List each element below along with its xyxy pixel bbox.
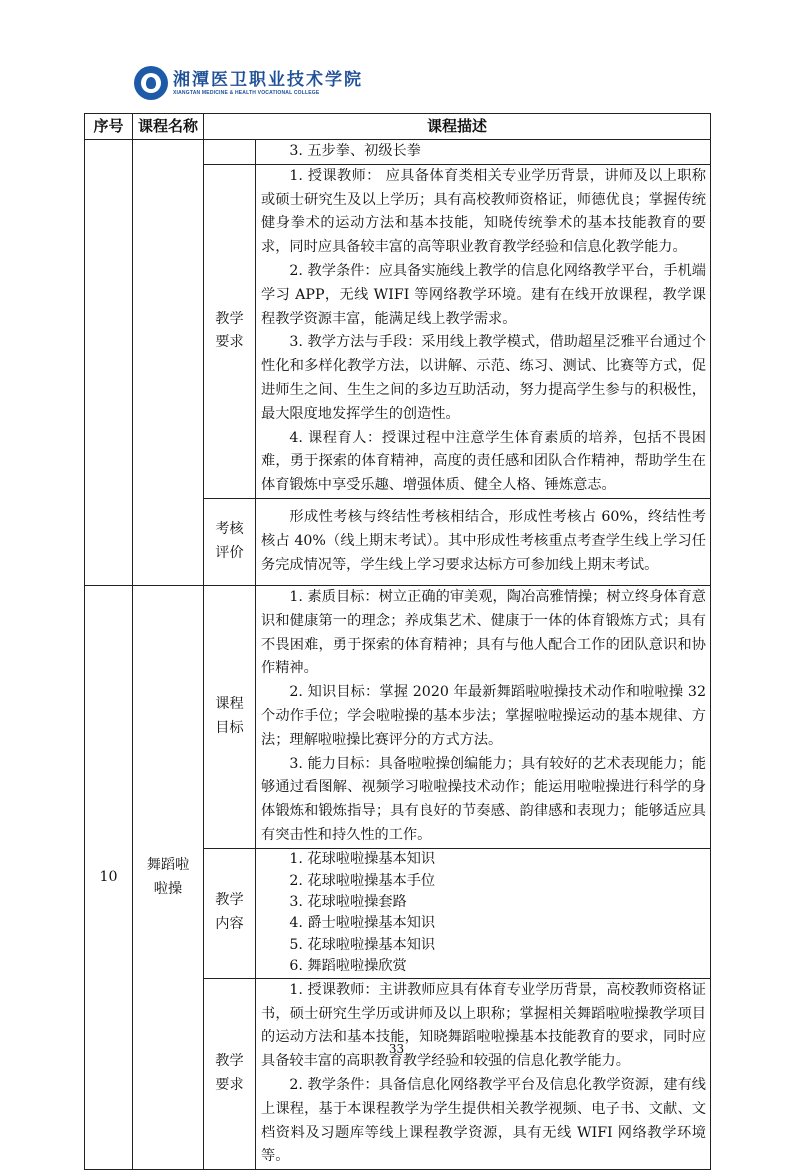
- content-item: 5. 花球啦啦操基本知识: [289, 936, 436, 953]
- objective-item: 3. 能力目标：具备啦啦操创编能力；具有较好的艺术表现能力；能够通过看图解、视频学习啦啦操技术动作；能运用啦啦操进行科学的身体锻炼和锻炼指导；具有良好的节奏感、韵律感和表现力；能够适应具有突击性和持久性的工作。: [261, 755, 706, 843]
- requirement-item: 3. 教学方法与手段：采用线上教学模式，借助超星泛雅平台通过个性化和多样化教学方法，以讲解、示范、练习、测试、比赛等方式，促进师生之间、生生之间的多边互助活动，努力提高学生参与的积极性，最大限度地发挥学生的创造性。: [261, 334, 706, 422]
- prev-assessment-label: 考核评价: [204, 498, 256, 585]
- page-number: 33: [388, 1042, 405, 1056]
- table-header-row: [85, 114, 711, 140]
- requirement-item: 4. 课程育人：授课过程中注意学生体育素质的培养，包括不畏困难，勇于探索的体育精神，高度的责任感和团队合作精神，帮助学生在体育锻炼中享受乐趣、增强体质、健全人格、锤炼意志。: [261, 429, 706, 494]
- college-logo: [134, 66, 363, 100]
- college-seal-icon: [134, 66, 168, 100]
- table-row: [85, 585, 711, 848]
- requirement-item: 2. 教学条件：具备信息化网络教学平台及信息化教学资源，建有线上课程，基于本课程教学为学生提供相关教学视频、电子书、文献、文档资料及习题库等线上课程教学资源，具有无线 WIFI 网络教学环境等。: [261, 1076, 706, 1165]
- logo-english-name: XIANGTAN MEDICINE & HEALTH VOCATIONAL COLLEGE: [173, 90, 320, 96]
- prev-number-cell: [85, 140, 133, 586]
- requirement-item: 1. 授课教师：主讲教师应具有体育专业学历背景，高校教师资格证书，硕士研究生学历或讲师及以上职称；掌握相关舞蹈啦啦操教学项目的运动方法和基本技能，知晓舞蹈啦啦操基本技能教育的要求，同时应具备较丰富的高职教育教学经验和较强的信息化教学能力。: [261, 981, 706, 1070]
- requirements-label: 教学要求: [204, 978, 256, 1169]
- objectives-label: 课程目标: [204, 585, 256, 848]
- course-number: 10: [85, 585, 133, 1169]
- header-course-name: 课程名称: [133, 114, 204, 140]
- prev-requirements-label: 教学要求: [204, 164, 256, 498]
- content-item: 1. 花球啦啦操基本知识: [289, 851, 436, 868]
- course-table: [84, 113, 711, 1170]
- requirement-item: 2. 教学条件：应具备实施线上教学的信息化网络教学平台，手机端学习 APP，无线 WIFI 等网络教学环境。建有在线开放课程，教学课程教学资源丰富，能满足线上教学需求。: [261, 262, 706, 327]
- content-item: 4. 爵士啦啦操基本知识: [289, 915, 436, 932]
- objective-item: 1. 素质目标：树立正确的审美观，陶冶高雅情操；树立终身体育意识和健康第一的理念；养成集艺术、健康于一体的体育锻炼方式；具有不畏困难，勇于探索的体育精神；具有与他人配合工作的团队意识和协作精神。: [261, 588, 706, 677]
- assessment-text: 形成性考核与终结性考核相结合，形成性考核占 60%，终结性考核占 40%（线上期末考试）。其中形成性考核重点考查学生线上学习任务完成情况等，学生线上学习要求达标方可参加线上期末考试。: [261, 509, 706, 573]
- objective-item: 2. 知识目标：掌握 2020 年最新舞蹈啦啦操技术动作和啦啦操 32 个动作手位；学会啦啦操的基本步法；掌握啦啦操运动的基本规律、方法；理解啦啦操比赛评分的方式方法。: [261, 684, 706, 748]
- content-item: 2. 花球啦啦操基本手位: [289, 872, 436, 889]
- prev-label-cell: [204, 140, 256, 165]
- prev-content-tail: 3. 五步拳、初级长拳: [289, 143, 421, 159]
- content-label: 教学内容: [204, 848, 256, 978]
- table-row: [85, 140, 711, 165]
- header-number: 序号: [85, 114, 133, 140]
- header-description: 课程描述: [204, 114, 711, 140]
- content-item: 3. 花球啦啦操套路: [289, 893, 407, 910]
- content-item: 6. 舞蹈啦啦操欣赏: [289, 957, 407, 974]
- course-name: 舞蹈啦啦操: [133, 585, 204, 1169]
- logo-chinese-name: 湘潭医卫职业技术学院: [173, 70, 363, 90]
- requirement-item: 1. 授课教师： 应具备体育类相关专业学历背景，讲师及以上职称或硕士研究生及以上学历；具有高校教师资格证，师德优良；掌握传统健身拳术的运动方法和基本技能，知晓传统拳术的基本技能教育的要求，同时应具备较丰富的高等职业教育教学经验和信息化教学能力。: [261, 167, 706, 256]
- prev-name-cell: [133, 140, 204, 586]
